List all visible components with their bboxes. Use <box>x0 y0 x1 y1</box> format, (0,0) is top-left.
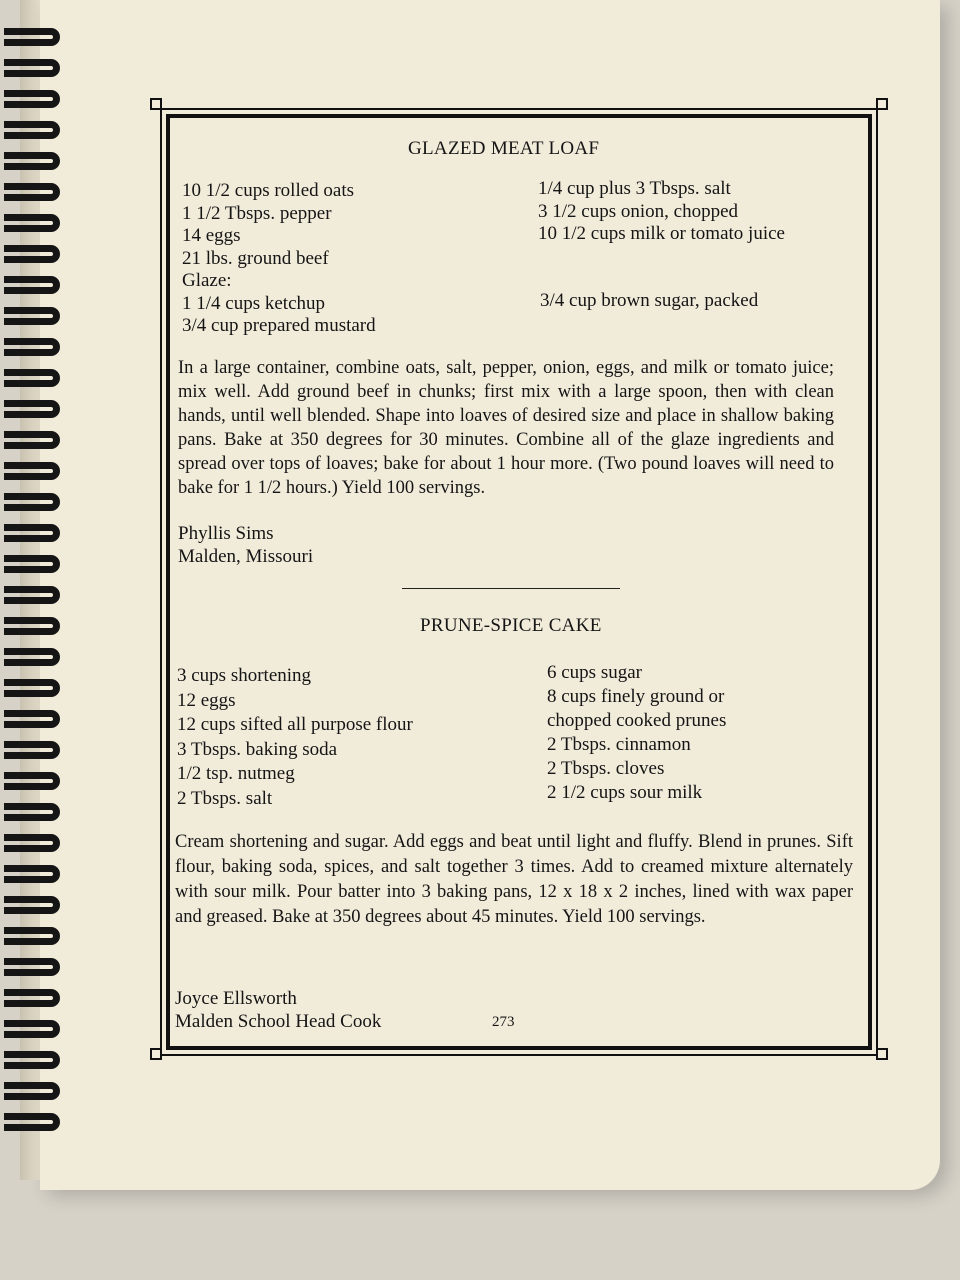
ingredient: 2 Tbsps. cloves <box>547 758 665 779</box>
ingredient: 14 eggs <box>182 225 241 246</box>
recipe-location: Malden, Missouri <box>178 546 314 567</box>
spiral-coil <box>4 710 60 728</box>
border-corner <box>876 98 888 110</box>
ingredient: 8 cups finely ground or <box>547 686 725 707</box>
ingredient: 1 1/4 cups ketchup <box>182 292 326 314</box>
ingredient: Glaze: <box>182 270 232 291</box>
ingredient: 6 cups sugar <box>547 662 642 683</box>
spiral-coil <box>4 90 60 108</box>
spiral-coil <box>4 338 60 356</box>
page-number: 273 <box>492 1014 515 1030</box>
ingredient: 3 cups shortening <box>177 665 312 686</box>
spiral-coil <box>4 803 60 821</box>
spiral-coil <box>4 865 60 883</box>
spiral-coil <box>4 493 60 511</box>
recipe-author: Joyce Ellsworth <box>175 988 297 1009</box>
ingredient: 2 Tbsps. salt <box>177 787 273 809</box>
spiral-coil <box>4 307 60 325</box>
recipe-location: Malden School Head Cook <box>175 1011 382 1032</box>
spiral-coil <box>4 834 60 852</box>
spiral-coil <box>4 555 60 573</box>
spiral-coil <box>4 369 60 387</box>
ingredient: 10 1/2 cups milk or tomato juice <box>538 223 785 244</box>
spiral-coil <box>4 462 60 480</box>
spiral-coil <box>4 214 60 232</box>
ingredients-left <box>182 180 376 338</box>
spiral-coil <box>4 1020 60 1038</box>
spiral-coil <box>4 617 60 635</box>
spiral-coil <box>4 1082 60 1100</box>
ingredient: chopped cooked prunes <box>547 710 727 731</box>
ingredients-left <box>177 664 413 811</box>
recipe-title: GLAZED MEAT LOAF <box>408 138 600 159</box>
ingredient: 1/2 tsp. nutmeg <box>177 763 295 784</box>
ingredient: 3 1/2 cups onion, chopped <box>538 200 739 222</box>
border-corner <box>876 1048 888 1060</box>
spiral-coil <box>4 431 60 449</box>
spiral-coil <box>4 183 60 201</box>
border-corner <box>150 1048 162 1060</box>
spiral-coil <box>4 586 60 604</box>
spiral-coil <box>4 989 60 1007</box>
ingredient: 10 1/2 cups rolled oats <box>182 180 355 201</box>
recipe-title: PRUNE-SPICE CAKE <box>420 615 602 636</box>
ingredient: 2 1/2 cups sour milk <box>547 782 703 803</box>
ingredient: 1 1/2 Tbsps. pepper <box>182 202 332 224</box>
ingredients-right <box>538 178 785 246</box>
spiral-coil <box>4 276 60 294</box>
spiral-coil <box>4 896 60 914</box>
spiral-binding <box>0 0 70 1280</box>
spiral-coil <box>4 59 60 77</box>
spiral-coil <box>4 400 60 418</box>
spiral-coil <box>4 245 60 263</box>
spiral-coil <box>4 927 60 945</box>
spiral-coil <box>4 772 60 790</box>
ingredient: 12 eggs <box>177 689 236 711</box>
spiral-coil <box>4 121 60 139</box>
ingredient: 2 Tbsps. cinnamon <box>547 734 691 755</box>
ingredient: 3/4 cup prepared mustard <box>182 315 376 336</box>
spiral-coil <box>4 28 60 46</box>
spiral-coil <box>4 958 60 976</box>
recipe-author: Phyllis Sims <box>178 523 274 544</box>
ingredient: 3 Tbsps. baking soda <box>177 738 338 760</box>
recipe-directions: In a large container, combine oats, salt, pepper, onion, eggs, and milk or tomato juice; mix well. Add ground beef in chunks; first mix with a large spoon, then with clean hands, until well blended. Shape into loaves of desired size and place in shallow baking pans. Bake at 350 degrees for 30 minutes. Combine all of the glaze ingredients and spread over tops of loaves; bake for about 1 hour more. (Two pound loaves will need to bake for 1 1/2 hours.) Yield 100 servings. <box>178 358 834 498</box>
spiral-coil <box>4 679 60 697</box>
ingredients-right <box>547 661 726 805</box>
border-corner <box>150 98 162 110</box>
spiral-coil <box>4 1051 60 1069</box>
ingredient: 12 cups sifted all purpose flour <box>177 714 413 735</box>
spiral-coil <box>4 1113 60 1131</box>
recipe-directions: Cream shortening and sugar. Add eggs and beat until light and fluffy. Blend in prunes. Sift flour, baking soda, spices, and salt together 3 times. Add to creamed mixture alternately with sour milk. Pour batter into 3 baking pans, 12 x 18 x 2 inches, lined with wax paper and greased. Bake at 350 degrees about 45 minutes. Yield 100 servings. <box>175 832 853 927</box>
spiral-coil <box>4 152 60 170</box>
glaze-ingredient: 3/4 cup brown sugar, packed <box>540 290 759 311</box>
ingredient: 21 lbs. ground beef <box>182 247 329 269</box>
spiral-coil <box>4 524 60 542</box>
spiral-coil <box>4 648 60 666</box>
spiral-coil <box>4 741 60 759</box>
section-divider <box>402 588 620 589</box>
ingredient: 1/4 cup plus 3 Tbsps. salt <box>538 178 731 199</box>
